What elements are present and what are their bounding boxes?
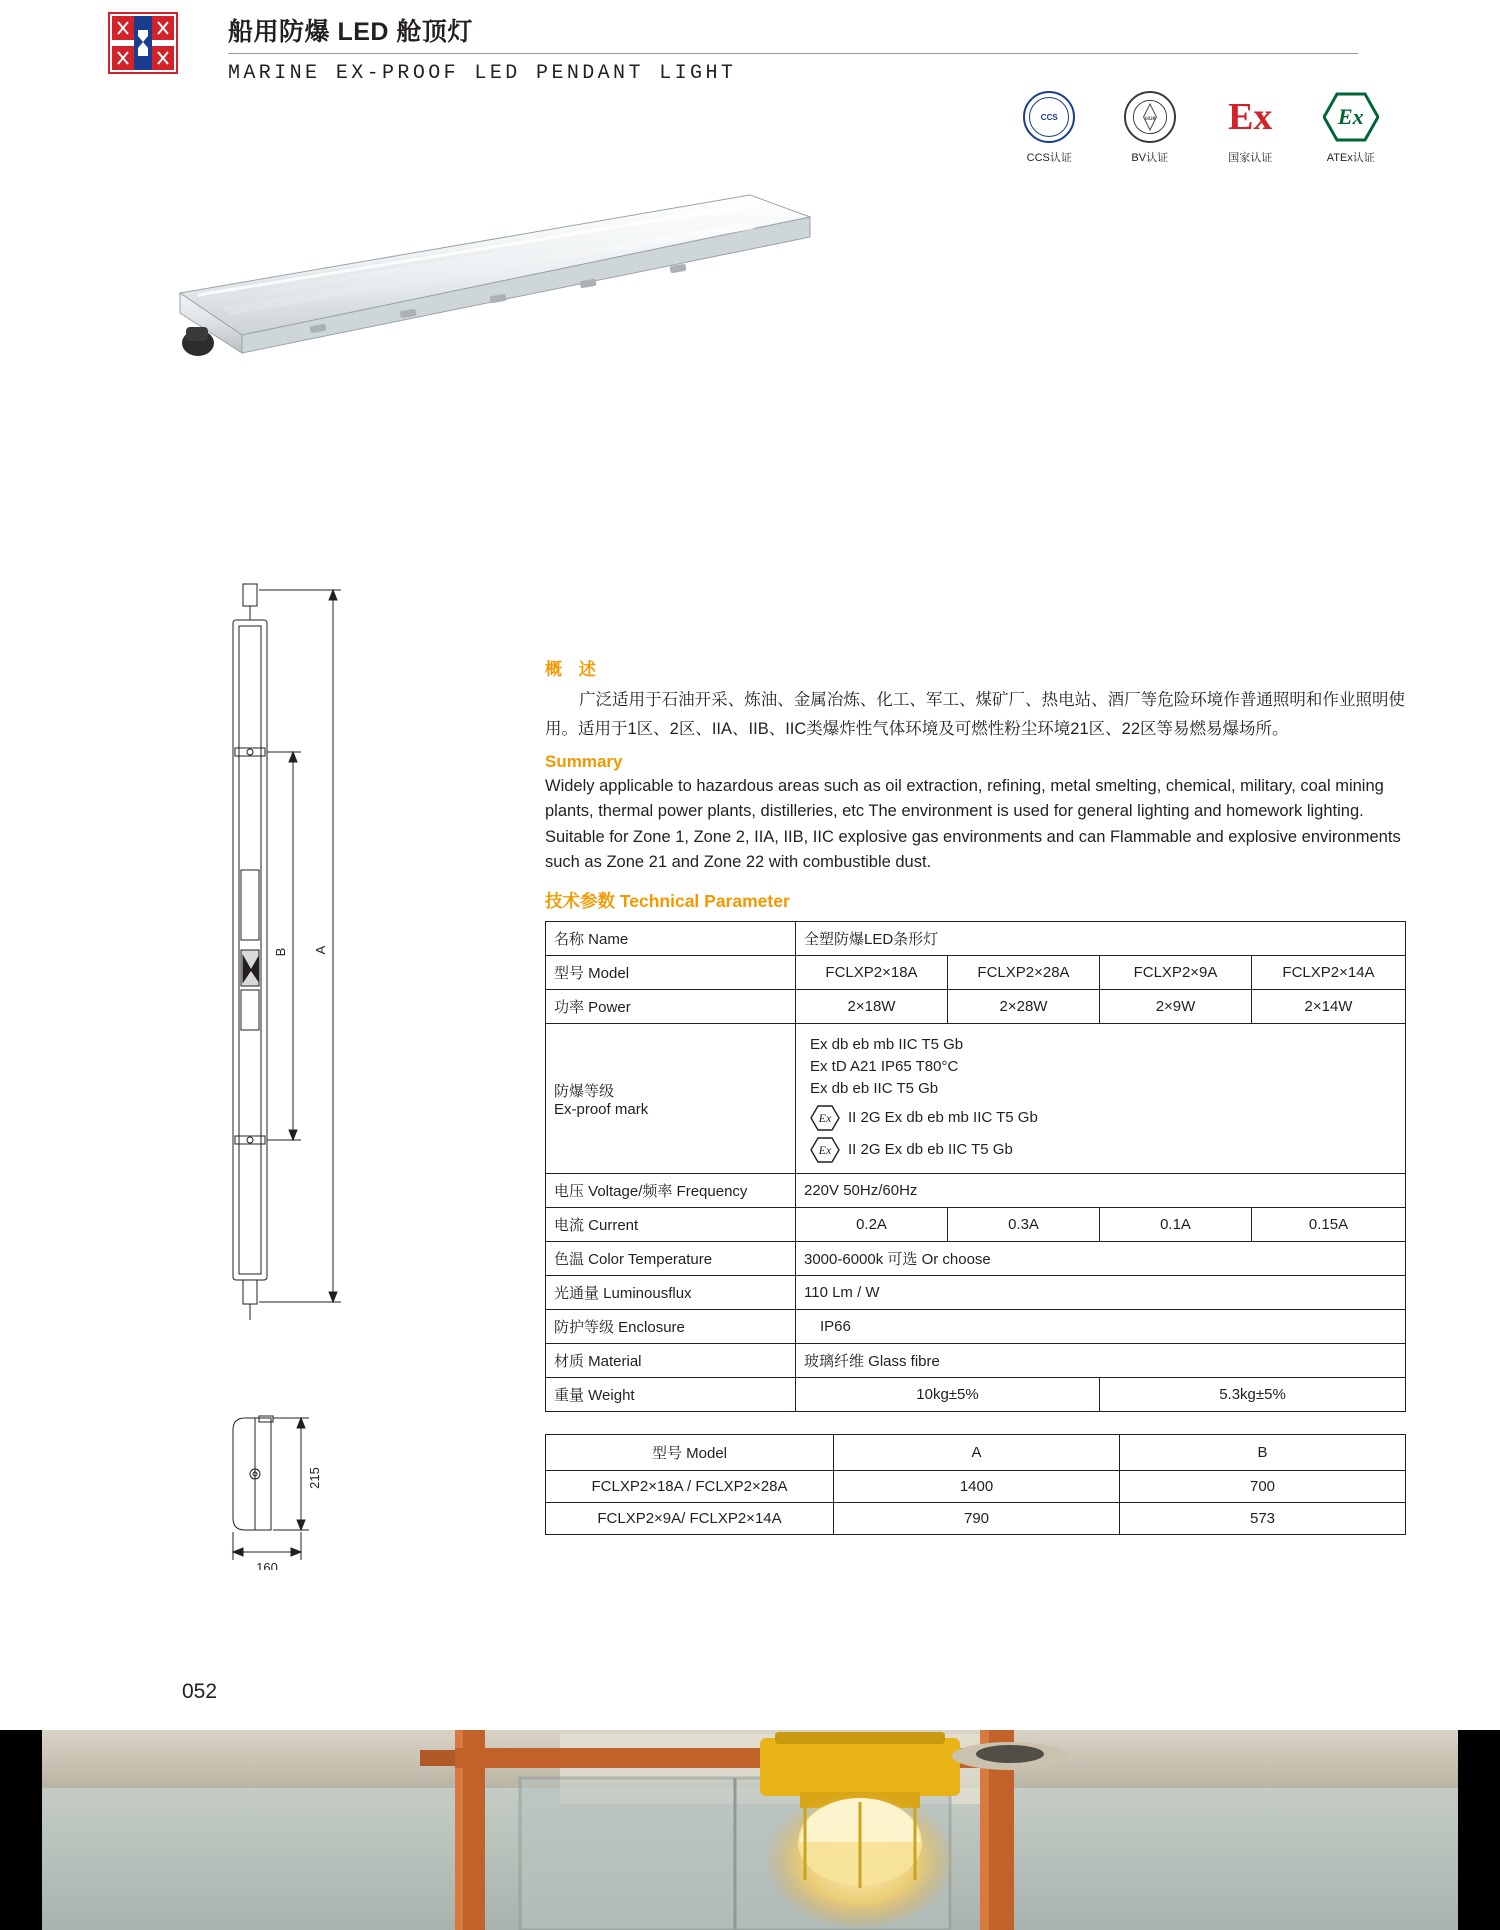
exproof-badge-text-2: II 2G Ex db eb IIC T5 Gb — [848, 1141, 1013, 1159]
dimension-header-model: 型号 Model — [546, 1435, 834, 1471]
side-elevation-drawing — [215, 580, 405, 1340]
current-value-4: 0.15A — [1252, 1208, 1406, 1242]
row-value-color-temperature: 3000-6000k 可选 Or choose — [796, 1242, 1406, 1276]
exproof-badge-row-2 — [810, 1137, 1405, 1163]
dimension-label-height: 215 — [307, 1467, 322, 1489]
row-label-color-temperature: 色温 Color Temperature — [546, 1242, 796, 1276]
summary-heading-cn: 概 述 — [545, 660, 602, 679]
row-label-name: 名称 Name — [546, 922, 796, 956]
row-label-model: 型号 Model — [546, 956, 796, 990]
table-row-material — [546, 1344, 1406, 1378]
power-value-4: 2×14W — [1252, 990, 1406, 1024]
weight-value-2: 5.3kg±5% — [1100, 1378, 1406, 1412]
row-value-luminous-flux: 110 Lm / W — [796, 1276, 1406, 1310]
current-value-3: 0.1A — [1100, 1208, 1252, 1242]
row-value-voltage: 220V 50Hz/60Hz — [796, 1174, 1406, 1208]
row-label-current: 电流 Current — [546, 1208, 796, 1242]
bv-icon — [1121, 88, 1180, 146]
row-value-material: 玻璃纤维 Glass fibre — [796, 1344, 1406, 1378]
dimension-label-width: 160 — [256, 1560, 278, 1570]
dimension-table-header-row — [546, 1435, 1406, 1471]
atex-hex-icon-2: Ex — [810, 1137, 840, 1163]
table-row-enclosure — [546, 1310, 1406, 1344]
table-row-voltage — [546, 1174, 1406, 1208]
row-label-material: 材质 Material — [546, 1344, 796, 1378]
dimension-row1-b: 700 — [1120, 1471, 1406, 1503]
ccs-mark-text: CCS — [1040, 112, 1058, 122]
dimension-label-a: A — [313, 945, 328, 955]
dimension-table-row — [546, 1471, 1406, 1503]
row-label-exproof — [546, 1024, 796, 1174]
row-label-power: 功率 Power — [546, 990, 796, 1024]
cert-ex-caption: 国家认证 — [1228, 152, 1273, 164]
row-label-exproof-cn: 防爆等级 — [554, 1082, 615, 1100]
weight-value-1: 10kg±5% — [796, 1378, 1100, 1412]
row-label-voltage: 电压 Voltage/频率 Frequency — [546, 1174, 796, 1208]
table-row-weight — [546, 1378, 1406, 1412]
product-photo — [150, 175, 870, 375]
row-label-weight: 重量 Weight — [546, 1378, 796, 1412]
table-row-current — [546, 1208, 1406, 1242]
summary-text-cn: 广泛适用于石油开采、炼油、金属冶炼、化工、军工、煤矿厂、热电站、酒厂等危险环境作普通照明和作业照明使用。适用于1区、2区、IIA、IIB、IIC类爆炸性气体环境及可燃性粉尘环境21区、22区等易燃易爆场所。 — [545, 691, 1405, 738]
page-header — [0, 0, 1500, 100]
technical-parameter-heading: 技术参数 Technical Parameter — [545, 891, 790, 911]
atex-icon — [1322, 88, 1381, 146]
summary-text-en: Widely applicable to hazardous areas such as oil extraction, refining, metal smelting, chemical, military, coal mining plants, thermal power plants, distilleries, etc The environment is used for general lighting and homework lighting. Suitable for Zone 1, Zone 2, IIA, IIB, IIC explosive gas environments and can Flammable and explosive environments such as Zone 21 and Zone 22 with combustible dust. — [545, 776, 1401, 872]
row-label-luminous-flux: 光通量 Luminousflux — [546, 1276, 796, 1310]
row-value-name: 全塑防爆LED条形灯 — [796, 922, 1406, 956]
table-row-exproof — [546, 1024, 1406, 1174]
table-row-power — [546, 990, 1406, 1024]
technical-parameter-table — [545, 921, 1406, 1412]
model-value-1: FCLXP2×18A — [796, 956, 948, 990]
ccs-icon — [1020, 88, 1079, 146]
page-number: 052 — [182, 1680, 218, 1703]
table-row-name — [546, 922, 1406, 956]
ex-red-icon — [1221, 88, 1280, 146]
cert-atex — [1322, 88, 1381, 178]
ex-red-text: Ex — [1228, 96, 1273, 138]
atex-mark-text: Ex — [1337, 104, 1364, 129]
page-title-cn: 船用防爆 LED 舱顶灯 — [228, 18, 473, 46]
exproof-line-1: Ex db eb mb IIC T5 Gb — [810, 1036, 964, 1053]
dimension-table — [545, 1434, 1406, 1535]
cert-atex-caption: ATEx认证 — [1326, 152, 1375, 164]
model-value-2: FCLXP2×28A — [948, 956, 1100, 990]
dimension-header-a: A — [834, 1435, 1120, 1471]
power-value-3: 2×9W — [1100, 990, 1252, 1024]
exproof-value-cell — [796, 1024, 1406, 1174]
row-value-enclosure: IP66 — [796, 1310, 1406, 1344]
row-label-enclosure: 防护等级 Enclosure — [546, 1310, 796, 1344]
table-row-luminous-flux — [546, 1276, 1406, 1310]
summary-heading-en: Summary — [545, 751, 623, 771]
dimension-table-row — [546, 1503, 1406, 1535]
model-value-3: FCLXP2×9A — [1100, 956, 1252, 990]
cert-ex-national — [1221, 88, 1280, 178]
front-elevation-drawing — [215, 1400, 405, 1570]
model-value-4: FCLXP2×14A — [1252, 956, 1406, 990]
dimension-label-b: B — [273, 947, 288, 957]
dimension-row1-model: FCLXP2×18A / FCLXP2×28A — [546, 1471, 834, 1503]
dimension-row1-a: 1400 — [834, 1471, 1120, 1503]
svg-text:1828: 1828 — [1144, 115, 1156, 122]
dimension-row2-model: FCLXP2×9A/ FCLXP2×14A — [546, 1503, 834, 1535]
table-row-model — [546, 956, 1406, 990]
exproof-line-3: Ex db eb IIC T5 Gb — [810, 1079, 939, 1097]
row-label-exproof-en: Ex-proof mark — [554, 1100, 649, 1118]
certification-badges — [1020, 88, 1380, 178]
cert-bv — [1121, 88, 1180, 178]
bottom-installation-photo — [0, 1730, 1500, 1930]
cert-ccs — [1020, 88, 1079, 178]
content-column — [545, 655, 1405, 1535]
exproof-line-2: Ex tD A21 IP65 T80°C — [810, 1057, 959, 1075]
cert-ccs-caption: CCS认证 — [1026, 152, 1072, 164]
current-value-1: 0.2A — [796, 1208, 948, 1242]
current-value-2: 0.3A — [948, 1208, 1100, 1242]
dimension-row2-a: 790 — [834, 1503, 1120, 1535]
power-value-1: 2×18W — [796, 990, 948, 1024]
exproof-badge-text-1: II 2G Ex db eb mb IIC T5 Gb — [848, 1109, 1038, 1127]
dimension-row2-b: 573 — [1120, 1503, 1406, 1535]
table-row-color-temperature — [546, 1242, 1406, 1276]
power-value-2: 2×28W — [948, 990, 1100, 1024]
title-divider — [228, 53, 1358, 54]
page-title-en: MARINE EX-PROOF LED PENDANT LIGHT — [228, 62, 737, 85]
dimension-header-b: B — [1120, 1435, 1406, 1471]
exproof-badge-row-1 — [810, 1105, 1405, 1131]
atex-hex-icon: Ex — [810, 1105, 840, 1131]
cert-bv-caption: BV认证 — [1131, 152, 1169, 164]
company-logo — [108, 12, 178, 74]
